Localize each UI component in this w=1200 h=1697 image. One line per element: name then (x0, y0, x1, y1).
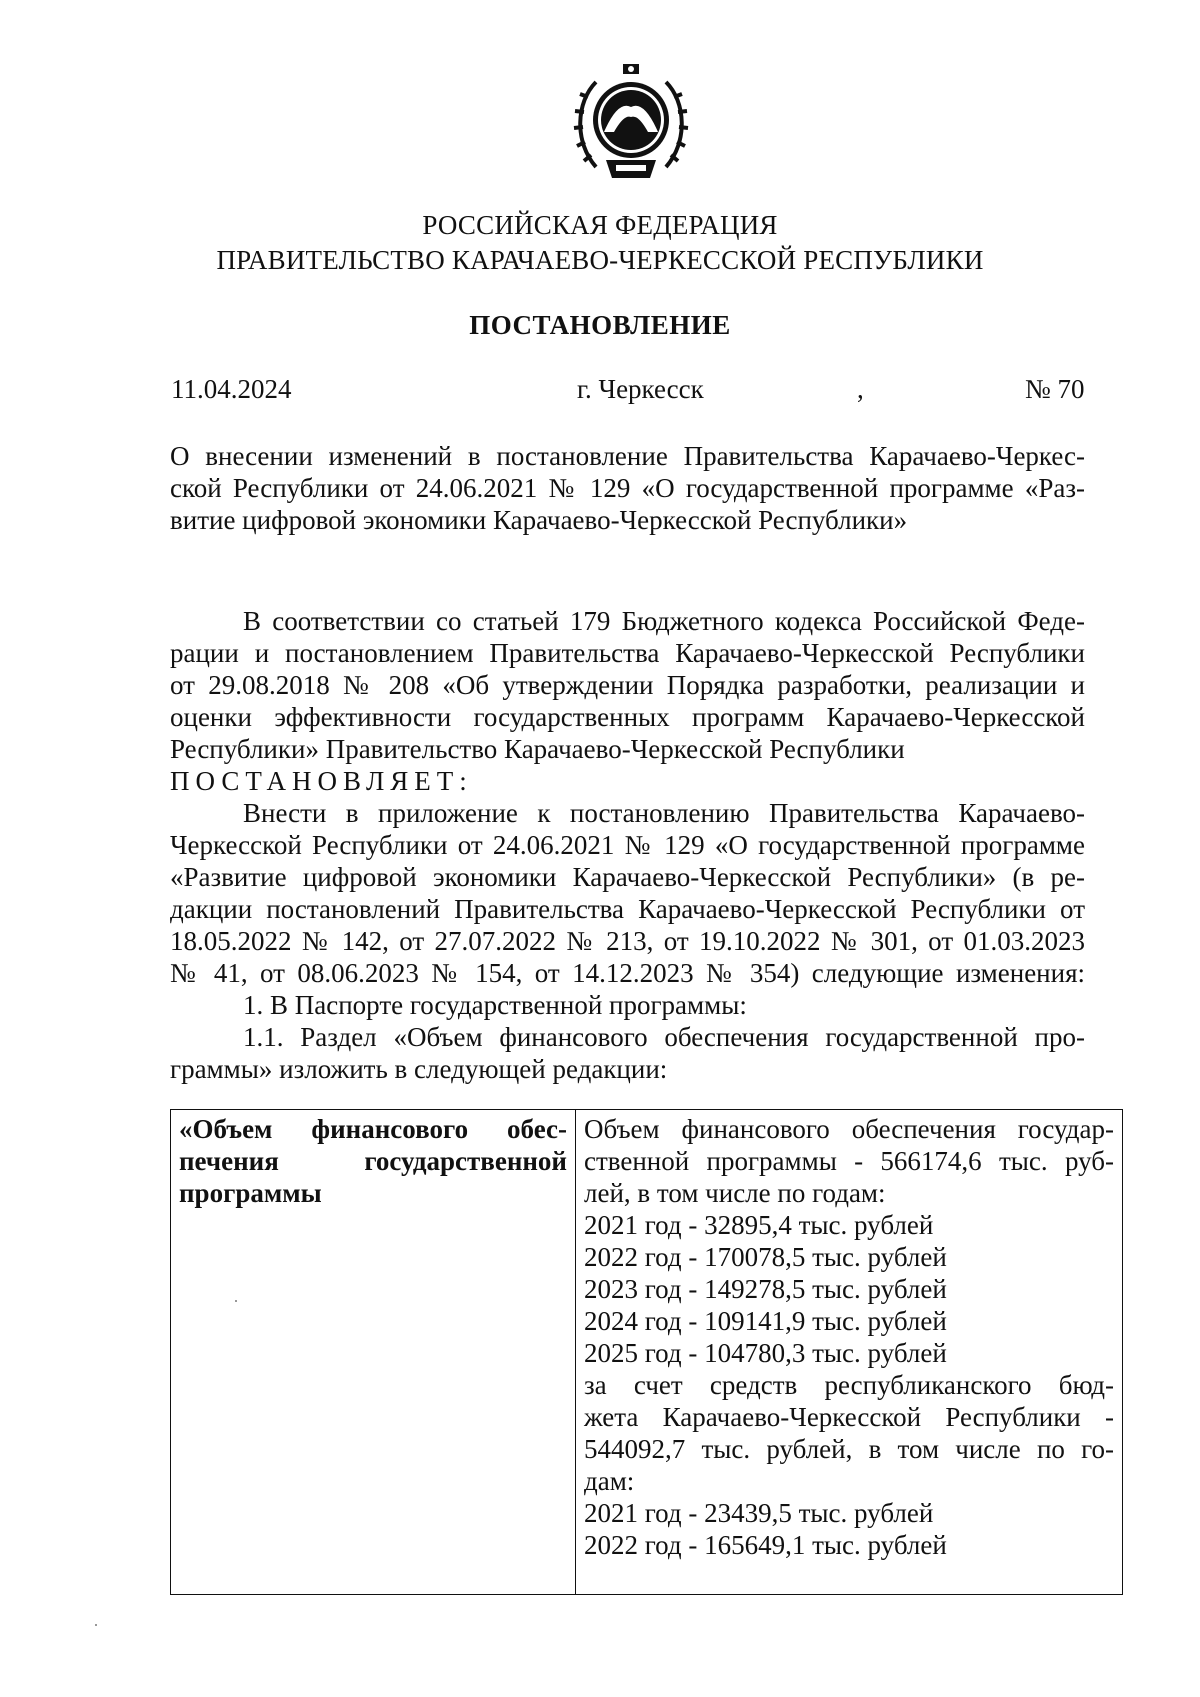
table-row (171, 1110, 1123, 1595)
item-1-1-line: граммы» изложить в следующей редакции: (170, 1054, 668, 1084)
document-type-title: ПОСТАНОВЛЕНИЕ (469, 310, 731, 340)
body-line: дакции постановлений Правительства Карачаево-Черкесской Республики от (170, 894, 1085, 924)
label-line: программы (179, 1178, 322, 1208)
value-line: 2021 год - 23439,5 тыс. рублей (584, 1498, 934, 1528)
subject-line: витие цифровой экономики Карачаево-Черкесской Республики» (170, 505, 908, 535)
body-line: Внести в приложение к постановлению Правительства Карачаево- (243, 798, 1085, 828)
header-federation: РОССИЙСКАЯ ФЕДЕРАЦИЯ (422, 210, 778, 240)
header-government: ПРАВИТЕЛЬСТВО КАРАЧАЕВО-ЧЕРКЕССКОЙ РЕСПУБЛИКИ (216, 245, 984, 275)
body-line: «Развитие цифровой экономики Карачаево-Черкесской Республики» (в ре- (170, 862, 1085, 892)
scan-speck (95, 1624, 97, 1626)
document-date: 11.04.2024 (171, 374, 292, 404)
table-cell-value (576, 1110, 1123, 1595)
label-line: «Объем финансового обес- (179, 1114, 567, 1144)
document-number: № 70 (1025, 374, 1085, 404)
value-line: дам: (584, 1466, 635, 1496)
value-line: 2025 год - 104780,3 тыс. рублей (584, 1338, 947, 1368)
value-line: 544092,7 тыс. рублей, в том числе по го- (584, 1434, 1114, 1464)
preamble-line: В соответствии со статьей 179 Бюджетного кодекса Российской Феде- (243, 606, 1085, 636)
preamble-block (170, 605, 1085, 1085)
value-line: 2023 год - 149278,5 тыс. рублей (584, 1274, 947, 1304)
value-line: 2024 год - 109141,9 тыс. рублей (584, 1306, 947, 1336)
subject-line: ской Республики от 24.06.2021 № 129 «О государственной программе «Раз- (170, 473, 1085, 503)
value-line: жета Карачаево-Черкесской Республики - (584, 1402, 1114, 1432)
preamble-line: от 29.08.2018 № 208 «Об утверждении Порядка разработки, реализации и (170, 670, 1085, 700)
value-line: 2022 год - 170078,5 тыс. рублей (584, 1242, 947, 1272)
value-line: 2022 год - 165649,1 тыс. рублей (584, 1530, 947, 1560)
preamble-line: оценки эффективности государственных программ Карачаево-Черкесской (170, 702, 1085, 732)
subject-block (170, 440, 1085, 536)
value-line: ственной программы - 566174,6 тыс. руб- (584, 1146, 1114, 1176)
item-1-1-line: 1.1. Раздел «Объем финансового обеспечения государственной про- (243, 1022, 1085, 1052)
document-city: г. Черкесск (577, 374, 704, 404)
resolves-word: ПОСТАНОВЛЯЕТ: (170, 766, 473, 796)
value-line: лей, в том числе по годам: (584, 1178, 886, 1208)
coat-of-arms-icon (566, 62, 696, 192)
value-line: за счет средств республиканского бюд- (584, 1370, 1114, 1400)
table-cell-label (171, 1110, 576, 1595)
value-line: Объем финансового обеспечения государ- (584, 1114, 1114, 1144)
preamble-line: Республики» Правительство Карачаево-Черкесской Республики (170, 734, 905, 764)
value-line: 2021 год - 32895,4 тыс. рублей (584, 1210, 934, 1240)
subject-line: О внесении изменений в постановление Правительства Карачаево-Черкес- (170, 441, 1085, 471)
body-line: Черкесской Республики от 24.06.2021 № 129 «О государственной программе (170, 830, 1085, 860)
stray-mark: , (857, 374, 864, 404)
body-line: № 41, от 08.06.2023 № 154, от 14.12.2023 № 354) следующие изменения: (170, 958, 1085, 988)
scan-speck (235, 1300, 237, 1302)
finance-table (170, 1109, 1123, 1595)
label-line: печения государственной (179, 1146, 567, 1176)
preamble-line: рации и постановлением Правительства Карачаево-Черкесской Республики (170, 638, 1085, 668)
item-1: 1. В Паспорте государственной программы: (243, 990, 747, 1020)
body-line: 18.05.2022 № 142, от 27.07.2022 № 213, от 19.10.2022 № 301, от 01.03.2023 (170, 926, 1085, 956)
